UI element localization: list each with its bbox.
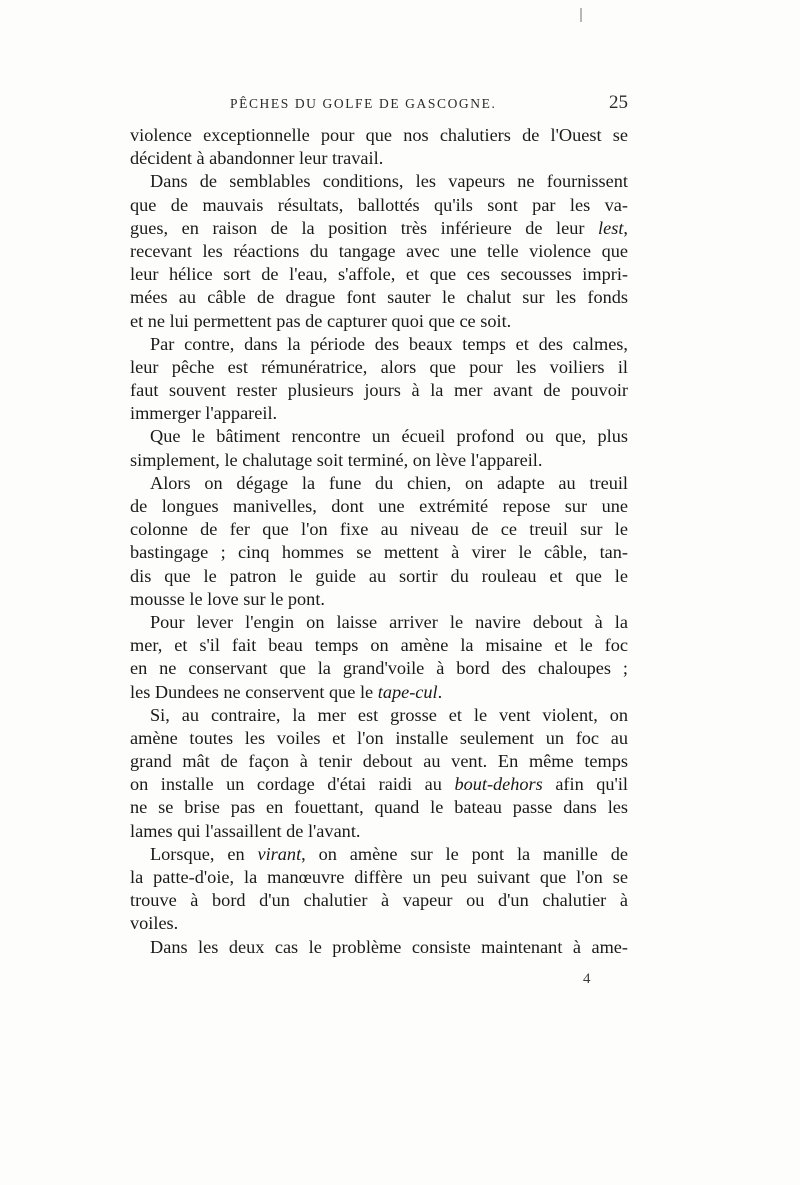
text-line: recevant les réactions du tangage avec une telle violence que	[130, 240, 628, 261]
italic-term: lest	[598, 217, 624, 238]
text-line: Par contre, dans la période des beaux temps et des calmes,	[150, 333, 628, 354]
text-line: lames qui l'assaillent de l'avant.	[130, 820, 361, 841]
text-line: Si, au contraire, la mer est grosse et le vent violent, on	[150, 704, 628, 725]
body-text	[130, 124, 628, 959]
text-line: mer, et s'il fait beau temps on amène la misaine et le foc	[130, 635, 628, 656]
running-head	[130, 92, 628, 116]
text-line: Dans de semblables conditions, les vapeurs ne fournissent	[150, 171, 628, 192]
text-line: gues, en raison de la position très inférieure de leur lest,	[130, 217, 628, 238]
running-title: PÊCHES DU GOLFE DE GASCOGNE.	[230, 96, 497, 111]
text-line: immerger l'appareil.	[130, 403, 278, 424]
text-line: trouve à bord d'un chalutier à vapeur ou d'un chalutier à	[130, 890, 628, 911]
italic-term: tape-cul	[377, 681, 438, 702]
text-line: dis que le patron le guide au sortir du rouleau et que le	[130, 565, 628, 586]
text-line: que de mauvais résultats, ballottés qu'ils sont par les va-	[130, 194, 628, 215]
text-line: on installe un cordage d'étai raidi au bout-dehors afin qu'il	[130, 774, 628, 795]
text-line: mousse le love sur le pont.	[130, 588, 325, 609]
text-line: en ne conservant que la grand'voile à bord des chaloupes ;	[130, 658, 628, 679]
text-line: Que le bâtiment rencontre un écueil profond ou que, plus	[150, 426, 628, 447]
italic-term: virant	[257, 843, 302, 864]
page-number: 25	[609, 92, 628, 113]
scan-edge-mark	[580, 8, 582, 22]
text-line: violence exceptionnelle pour que nos chalutiers de l'Ouest se	[130, 125, 628, 145]
text-line: Pour lever l'engin on laisse arriver le navire debout à la	[150, 611, 628, 632]
signature-mark: 4	[583, 971, 591, 987]
text-line: Alors on dégage la fune du chien, on adapte au treuil	[150, 472, 628, 493]
text-line: Lorsque, en virant, on amène sur le pont la manille de	[150, 843, 628, 864]
text-line: décident à abandonner leur travail.	[130, 148, 384, 169]
text-line: grand mât de façon à tenir debout au vent. En même temps	[130, 751, 628, 772]
text-line: faut souvent rester plusieurs jours à la mer avant de pouvoir	[130, 380, 628, 401]
text-line: de longues manivelles, dont une extrémité repose sur une	[130, 496, 628, 516]
text-line: et ne lui permettent pas de capturer quoi que ce soit.	[130, 310, 512, 331]
text-line: leur pêche est rémunératrice, alors que pour les voiliers il	[130, 356, 628, 377]
text-line: simplement, le chalutage soit terminé, on lève l'appareil.	[130, 449, 543, 470]
text-line: Dans les deux cas le problème consiste maintenant à ame-	[150, 936, 628, 957]
text-line: la patte-d'oie, la manœuvre diffère un peu suivant que l'on se	[130, 867, 628, 887]
text-line: leur hélice sort de l'eau, s'affole, et que ces secousses impri-	[130, 264, 628, 285]
text-line: bastingage ; cinq hommes se mettent à virer le câble, tan-	[130, 542, 628, 563]
text-line: colonne de fer que l'on fixe au niveau de ce treuil sur le	[130, 519, 628, 540]
text-line: amène toutes les voiles et l'on installe seulement un foc au	[130, 727, 628, 748]
text-line: les Dundees ne conservent que le tape-cul.	[130, 681, 443, 702]
italic-term: bout-dehors	[454, 774, 543, 795]
text-line: ne se brise pas en fouettant, quand le bateau passe dans les	[130, 797, 628, 818]
text-line: voiles.	[130, 913, 179, 934]
text-line: mées au câble de drague font sauter le chalut sur les fonds	[130, 287, 628, 308]
